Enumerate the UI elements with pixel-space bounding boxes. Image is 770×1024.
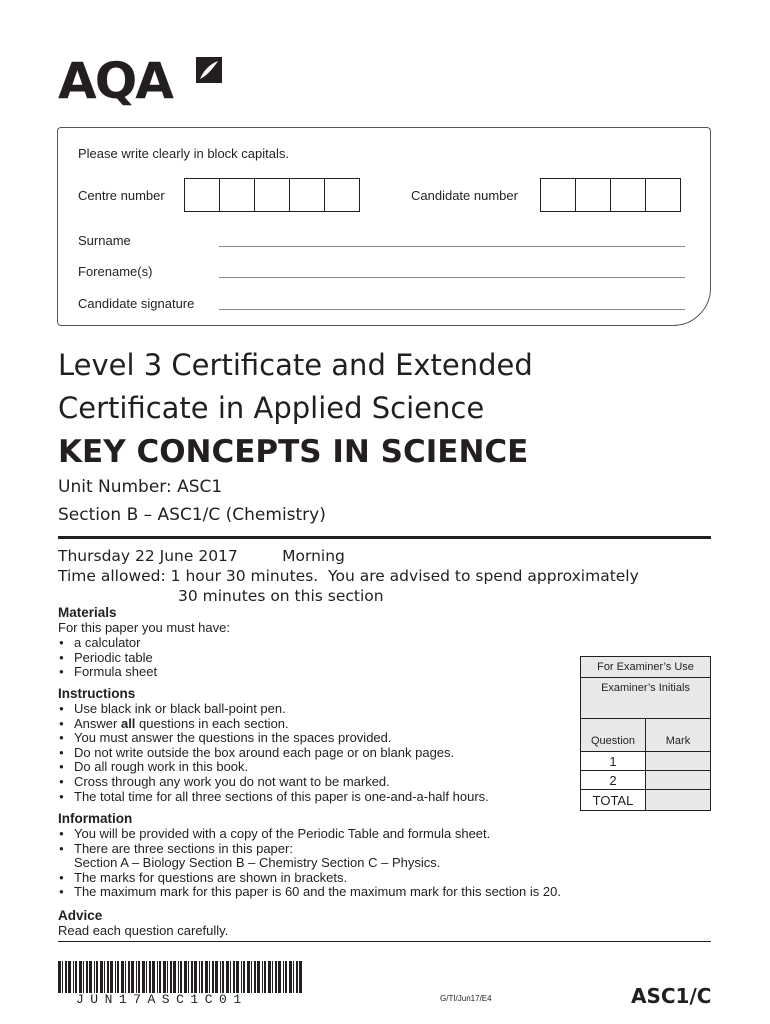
- list-item: ● Cross through any work you do not want to be marked.: [58, 775, 489, 790]
- advice-text: Read each question carefully.: [58, 923, 229, 938]
- digit-box[interactable]: [610, 178, 646, 212]
- information-heading: Information: [58, 811, 133, 826]
- digit-box[interactable]: [254, 178, 290, 212]
- barcode-text: JUN17ASC1C01: [76, 992, 248, 1007]
- digit-box[interactable]: [540, 178, 576, 212]
- forename-line[interactable]: [219, 277, 685, 278]
- advice-heading: Advice: [58, 908, 103, 923]
- section-name: Section B – ASC1/C (Chemistry): [58, 505, 326, 525]
- column-question: Question: [581, 719, 646, 752]
- list-item: ● The total time for all three sections of this paper is one-and-a-half hours.: [58, 790, 489, 805]
- digit-box[interactable]: [324, 178, 360, 212]
- surname-line[interactable]: [219, 246, 685, 247]
- materials-intro: For this paper you must have:: [58, 620, 230, 635]
- list-item: ● There are three sections in this paper:: [58, 842, 561, 857]
- digit-box[interactable]: [645, 178, 681, 212]
- qualification-title-line1: Level 3 Certificate and Extended: [58, 348, 533, 382]
- list-item: ● You will be provided with a copy of the Periodic Table and formula sheet.: [58, 827, 561, 842]
- heading-rule: [58, 536, 711, 539]
- forename-label: Forename(s): [78, 264, 153, 279]
- document-reference: G/TI/Jun17/E4: [440, 994, 492, 1003]
- signature-line[interactable]: [219, 309, 685, 310]
- column-mark: Mark: [646, 719, 711, 752]
- footer-rule: [58, 941, 711, 942]
- digit-box[interactable]: [219, 178, 255, 212]
- list-item: ● The marks for questions are shown in brackets.: [58, 871, 561, 886]
- mark-cell: [646, 771, 711, 790]
- instructions-heading: Instructions: [58, 686, 136, 701]
- total-label: TOTAL: [581, 790, 646, 811]
- examiner-use-table: [580, 656, 711, 811]
- centre-number-boxes[interactable]: [185, 178, 360, 212]
- information-list: [58, 827, 561, 900]
- surname-label: Surname: [78, 233, 131, 248]
- time-allowed: Time allowed: 1 hour 30 minutes. You are advised to spend approximately: [58, 567, 639, 585]
- exam-date: Thursday 22 June 2017 Morning: [58, 547, 345, 565]
- list-item: ● Formula sheet: [58, 665, 157, 680]
- qualification-title-line2: Certificate in Applied Science: [58, 391, 485, 425]
- block-capitals-instruction: Please write clearly in block capitals.: [78, 146, 289, 161]
- paper-code: ASC1/C: [631, 984, 712, 1008]
- aqa-logo: AQA: [58, 52, 172, 110]
- question-number: 1: [581, 752, 646, 771]
- time-advice: 30 minutes on this section: [178, 587, 384, 605]
- digit-box[interactable]: [289, 178, 325, 212]
- candidate-number-label: Candidate number: [411, 188, 518, 203]
- list-item: ● Answer all questions in each section.: [58, 717, 489, 732]
- centre-number-label: Centre number: [78, 188, 165, 203]
- list-item: ● Periodic table: [58, 651, 157, 666]
- list-item: ● Use black ink or black ball-point pen.: [58, 702, 489, 717]
- unit-number: Unit Number: ASC1: [58, 477, 223, 497]
- paper-title: KEY CONCEPTS IN SCIENCE: [58, 434, 529, 470]
- question-number: 2: [581, 771, 646, 790]
- digit-box[interactable]: [184, 178, 220, 212]
- examiner-initials: Examiner’s Initials: [581, 678, 711, 719]
- materials-heading: Materials: [58, 605, 117, 620]
- total-cell: [646, 790, 711, 811]
- list-item: ● a calculator: [58, 636, 157, 651]
- barcode-icon: [58, 961, 306, 993]
- list-item: ● Do all rough work in this book.: [58, 760, 489, 775]
- candidate-number-boxes[interactable]: [541, 178, 681, 212]
- aqa-leaf-icon: [194, 55, 224, 85]
- instructions-list: [58, 702, 489, 804]
- list-item: ● You must answer the questions in the spaces provided.: [58, 731, 489, 746]
- list-item: ● Do not write outside the box around each page or on blank pages.: [58, 746, 489, 761]
- materials-list: [58, 636, 157, 680]
- signature-label: Candidate signature: [78, 296, 195, 311]
- digit-box[interactable]: [575, 178, 611, 212]
- list-item-continuation: Section A – Biology Section B – Chemistry Section C – Physics.: [74, 855, 441, 871]
- mark-cell: [646, 752, 711, 771]
- examiner-header: For Examiner’s Use: [581, 657, 711, 678]
- list-item: ● The maximum mark for this paper is 60 and the maximum mark for this section is 20.: [58, 885, 561, 900]
